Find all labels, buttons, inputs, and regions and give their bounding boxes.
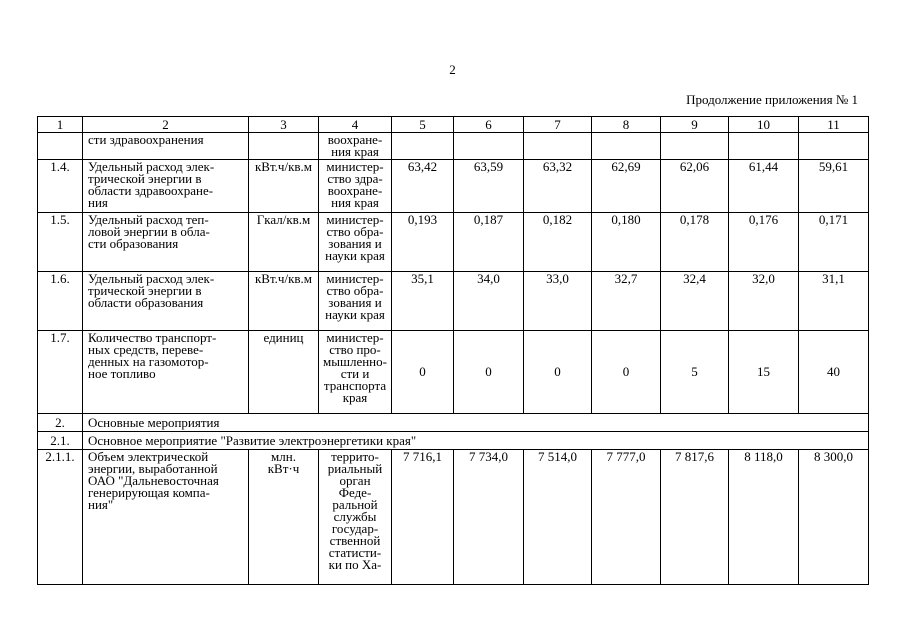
- value-cell: 61,44: [729, 160, 799, 213]
- header-row: [38, 117, 869, 133]
- value-cell: 8 300,0: [799, 450, 869, 585]
- value-cell: 40: [799, 331, 869, 414]
- section-title: Основные мероприятия: [83, 414, 869, 432]
- value-cell: 63,32: [524, 160, 592, 213]
- value-cell: 0: [592, 331, 661, 414]
- indicator-name: сти здравоохранения: [83, 133, 249, 160]
- value-cell: 63,42: [392, 160, 454, 213]
- value-cell: [454, 133, 524, 160]
- unit-cell: кВт.ч/кв.м: [249, 160, 319, 213]
- header-cell: 2: [83, 117, 249, 133]
- header-cell: 8: [592, 117, 661, 133]
- unit-cell: млн. кВт·ч: [249, 450, 319, 585]
- value-cell: 62,06: [661, 160, 729, 213]
- value-cell: 62,69: [592, 160, 661, 213]
- value-cell: 8 118,0: [729, 450, 799, 585]
- header-cell: 5: [392, 117, 454, 133]
- header-cell: 10: [729, 117, 799, 133]
- row-number: 1.6.: [38, 272, 83, 331]
- indicator-name: Объем электрической энергии, выработанной ОАО "Дальневосточная генерирующая компа- ния": [83, 450, 249, 585]
- value-cell: 7 514,0: [524, 450, 592, 585]
- value-cell: 32,7: [592, 272, 661, 331]
- responsible-cell: министер- ство обра- зования и науки края: [319, 213, 392, 272]
- section-title: Основное мероприятие "Развитие электроэнергетики края": [83, 432, 869, 450]
- value-cell: 7 777,0: [592, 450, 661, 585]
- row-number-cell: [38, 133, 83, 160]
- responsible-cell: министер- ство про- мышленно- сти и транспорта края: [319, 331, 392, 414]
- header-cell: 6: [454, 117, 524, 133]
- row-number: 2.1.1.: [38, 450, 83, 585]
- value-cell: 5: [661, 331, 729, 414]
- unit-cell: Гкал/кв.м: [249, 213, 319, 272]
- page-number: 2: [449, 62, 456, 77]
- value-cell: 7 817,6: [661, 450, 729, 585]
- value-cell: 34,0: [454, 272, 524, 331]
- header-cell: 4: [319, 117, 392, 133]
- section-number: 2.1.: [38, 432, 83, 450]
- section-number: 2.: [38, 414, 83, 432]
- unit-cell: кВт.ч/кв.м: [249, 272, 319, 331]
- table-row: [38, 331, 869, 414]
- indicator-name: Удельный расход теп- ловой энергии в обла- сти образования: [83, 213, 249, 272]
- value-cell: [524, 133, 592, 160]
- value-cell: [592, 133, 661, 160]
- value-cell: 0,182: [524, 213, 592, 272]
- continuation-label: Продолжение приложения № 1: [686, 92, 858, 107]
- value-cell: 0,171: [799, 213, 869, 272]
- indicator-name: Удельный расход элек- трической энергии в области образования: [83, 272, 249, 331]
- value-cell: 0: [392, 331, 454, 414]
- value-cell: [799, 133, 869, 160]
- value-cell: 59,61: [799, 160, 869, 213]
- responsible-cell: террито- риальный орган Феде- ральной службы государ- ственной статисти- ки по Ха-: [319, 450, 392, 585]
- value-cell: 0,180: [592, 213, 661, 272]
- section-row: [38, 432, 869, 450]
- value-cell: 31,1: [799, 272, 869, 331]
- table-row: [38, 160, 869, 213]
- value-cell: 7 716,1: [392, 450, 454, 585]
- table-row: [38, 133, 869, 160]
- responsible-cell: воохране- ния края: [319, 133, 392, 160]
- value-cell: 0,176: [729, 213, 799, 272]
- value-cell: 35,1: [392, 272, 454, 331]
- value-cell: [729, 133, 799, 160]
- value-cell: 33,0: [524, 272, 592, 331]
- indicator-name: Количество транспорт- ных средств, переве- денных на газомотор- ное топливо: [83, 331, 249, 414]
- row-number: 1.4.: [38, 160, 83, 213]
- header-cell: 9: [661, 117, 729, 133]
- header-cell: 11: [799, 117, 869, 133]
- value-cell: 0,187: [454, 213, 524, 272]
- unit-cell: единиц: [249, 331, 319, 414]
- value-cell: [661, 133, 729, 160]
- data-table: [37, 116, 869, 585]
- section-row: [38, 414, 869, 432]
- header-cell: 3: [249, 117, 319, 133]
- value-cell: [392, 133, 454, 160]
- row-number: 1.7.: [38, 331, 83, 414]
- value-cell: 15: [729, 331, 799, 414]
- value-cell: 0: [524, 331, 592, 414]
- indicator-name: Удельный расход элек- трической энергии в области здравоохране- ния: [83, 160, 249, 213]
- value-cell: 32,0: [729, 272, 799, 331]
- value-cell: 0: [454, 331, 524, 414]
- table-row: [38, 272, 869, 331]
- responsible-cell: министер- ство здра- воохране- ния края: [319, 160, 392, 213]
- value-cell: 0,178: [661, 213, 729, 272]
- unit-cell: [249, 133, 319, 160]
- value-cell: 7 734,0: [454, 450, 524, 585]
- table-row: [38, 450, 869, 585]
- responsible-cell: министер- ство обра- зования и науки края: [319, 272, 392, 331]
- header-cell: 7: [524, 117, 592, 133]
- row-number: 1.5.: [38, 213, 83, 272]
- value-cell: 63,59: [454, 160, 524, 213]
- table-row: [38, 213, 869, 272]
- value-cell: 32,4: [661, 272, 729, 331]
- header-cell: 1: [38, 117, 83, 133]
- value-cell: 0,193: [392, 213, 454, 272]
